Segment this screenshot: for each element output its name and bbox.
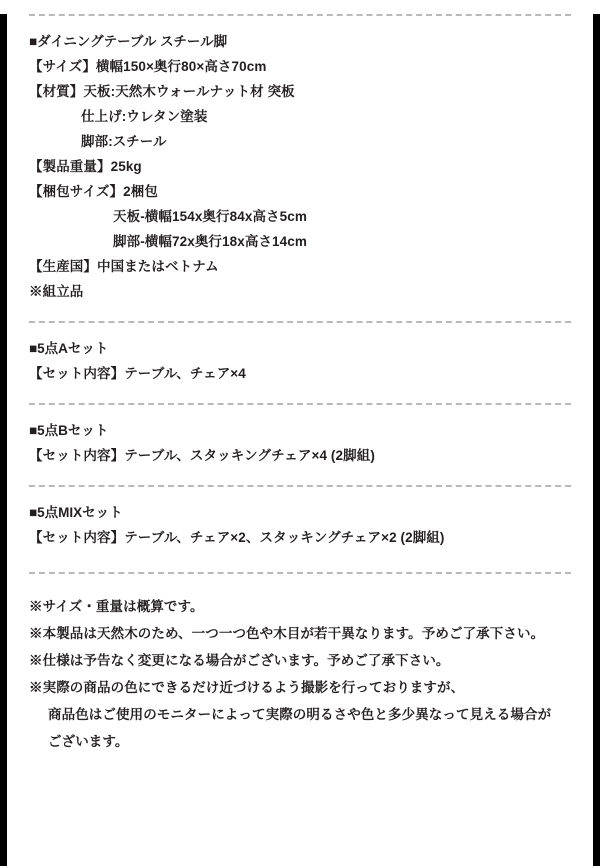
spec-legs: 脚部:スチール <box>81 134 167 149</box>
set-a-block <box>29 323 571 386</box>
product-spec-title: ■ダイニングテーブル スチール脚 <box>29 34 228 49</box>
spec-size: 【サイズ】横幅150×奥行80×高さ70cm <box>29 59 267 74</box>
page-content <box>7 14 593 866</box>
spec-package-size: 【梱包サイズ】2梱包 <box>29 184 158 199</box>
spacer-after-set-b <box>29 468 571 485</box>
spec-assembly-note: ※組立品 <box>29 284 84 299</box>
spec-package-top: 天板-横幅154x奥行84x高さ5cm <box>113 209 307 224</box>
spec-package-legs: 脚部-横幅72x奥行18x高さ14cm <box>113 234 307 249</box>
notes-block <box>29 574 571 755</box>
product-spec-block <box>29 16 571 304</box>
set-b-block <box>29 405 571 468</box>
spec-weight: 【製品重量】25kg <box>29 159 142 174</box>
note-color-1: ※実際の商品の色にできるだけ近づけるよう撮影を行っておりますが、 <box>29 680 465 695</box>
spec-finish: 仕上げ:ウレタン塗装 <box>81 109 208 124</box>
set-mix-block <box>29 487 571 550</box>
note-spec-change: ※仕様は予告なく変更になる場合がございます。予めご了承下さい。 <box>29 653 450 668</box>
set-b-heading: ■5点Bセット <box>29 423 109 438</box>
note-color-3: ございます。 <box>48 734 129 749</box>
set-a-contents: 【セット内容】テーブル、チェア×4 <box>29 366 246 381</box>
note-color-2: 商品色はご使用のモニターによって実際の明るさや色と多少異なって見える場合が <box>48 707 552 722</box>
set-mix-contents: 【セット内容】テーブル、チェア×2、スタッキングチェア×2 (2脚組) <box>29 530 445 545</box>
set-mix-heading: ■5点MIXセット <box>29 505 123 520</box>
set-a-heading: ■5点Aセット <box>29 341 109 356</box>
spacer-after-set-mix <box>29 550 571 572</box>
spacer-after-set-a <box>29 386 571 403</box>
note-natural-wood: ※本製品は天然木のため、一つ一つ色や木目が若干異なります。予めご了承下さい。 <box>29 626 545 641</box>
spec-origin: 【生産国】中国またはベトナム <box>29 259 219 274</box>
product-detail-page <box>0 14 600 866</box>
note-size-weight: ※サイズ・重量は概算です。 <box>29 599 204 614</box>
spec-material: 【材質】天板:天然木ウォールナット材 突板 <box>29 84 295 99</box>
spacer-after-spec <box>29 304 571 321</box>
set-b-contents: 【セット内容】テーブル、スタッキングチェア×4 (2脚組) <box>29 448 375 463</box>
